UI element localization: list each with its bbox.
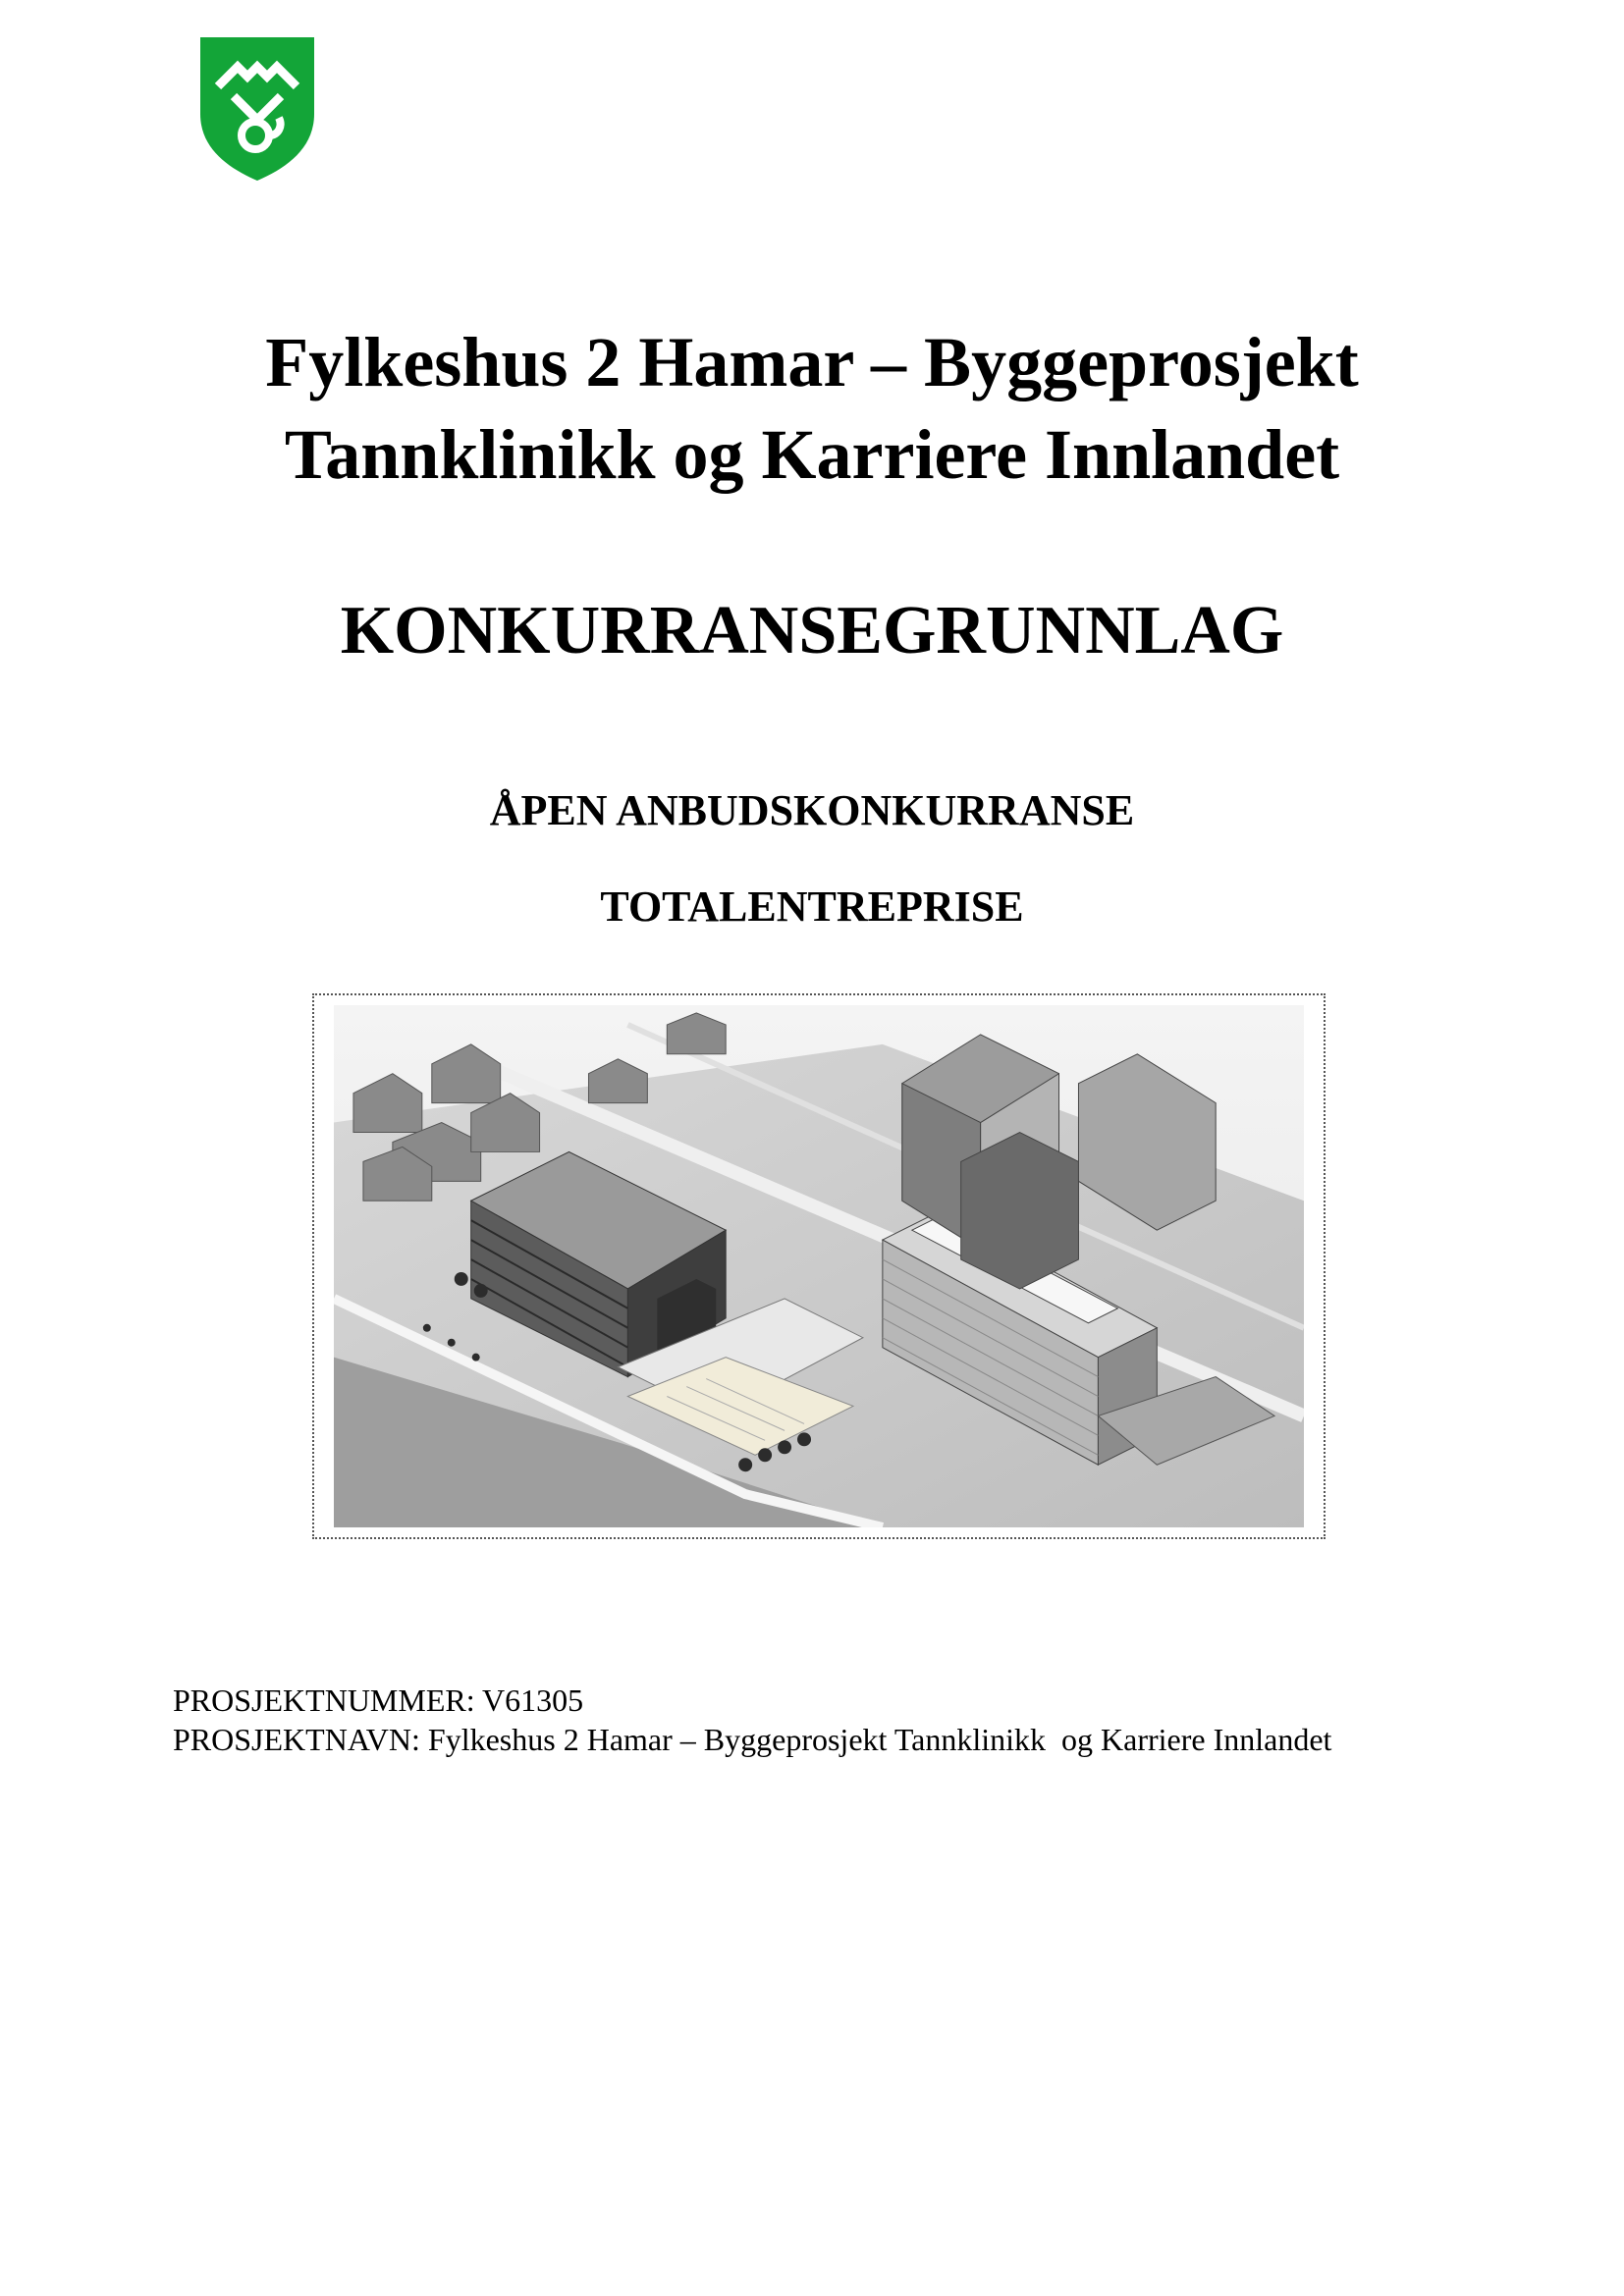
title-line-1: Fylkeshus 2 Hamar – Byggeprosjekt — [265, 323, 1359, 401]
building-site-rendering-image — [334, 1005, 1304, 1527]
project-name-line: PROSJEKTNAVN: Fylkeshus 2 Hamar – Byggeprosjekt Tannklinikk og Karriere Innlandet — [173, 1722, 1332, 1757]
contract-type-heading: TOTALENTREPRISE — [600, 882, 1024, 931]
procedure-heading: ÅPEN ANBUDSKONKURRANSE — [489, 786, 1135, 834]
project-number-line: PROSJEKTNUMMER: V61305 — [173, 1682, 584, 1718]
document-title — [0, 316, 1624, 501]
county-logo-icon — [198, 35, 316, 183]
title-line-2: Tannklinikk og Karriere Innlandet — [284, 415, 1340, 494]
building-rendering-figure — [312, 993, 1326, 1539]
project-info — [173, 1681, 1331, 1759]
document-type-heading: KONKURRANSEGRUNNLAG — [340, 593, 1284, 668]
